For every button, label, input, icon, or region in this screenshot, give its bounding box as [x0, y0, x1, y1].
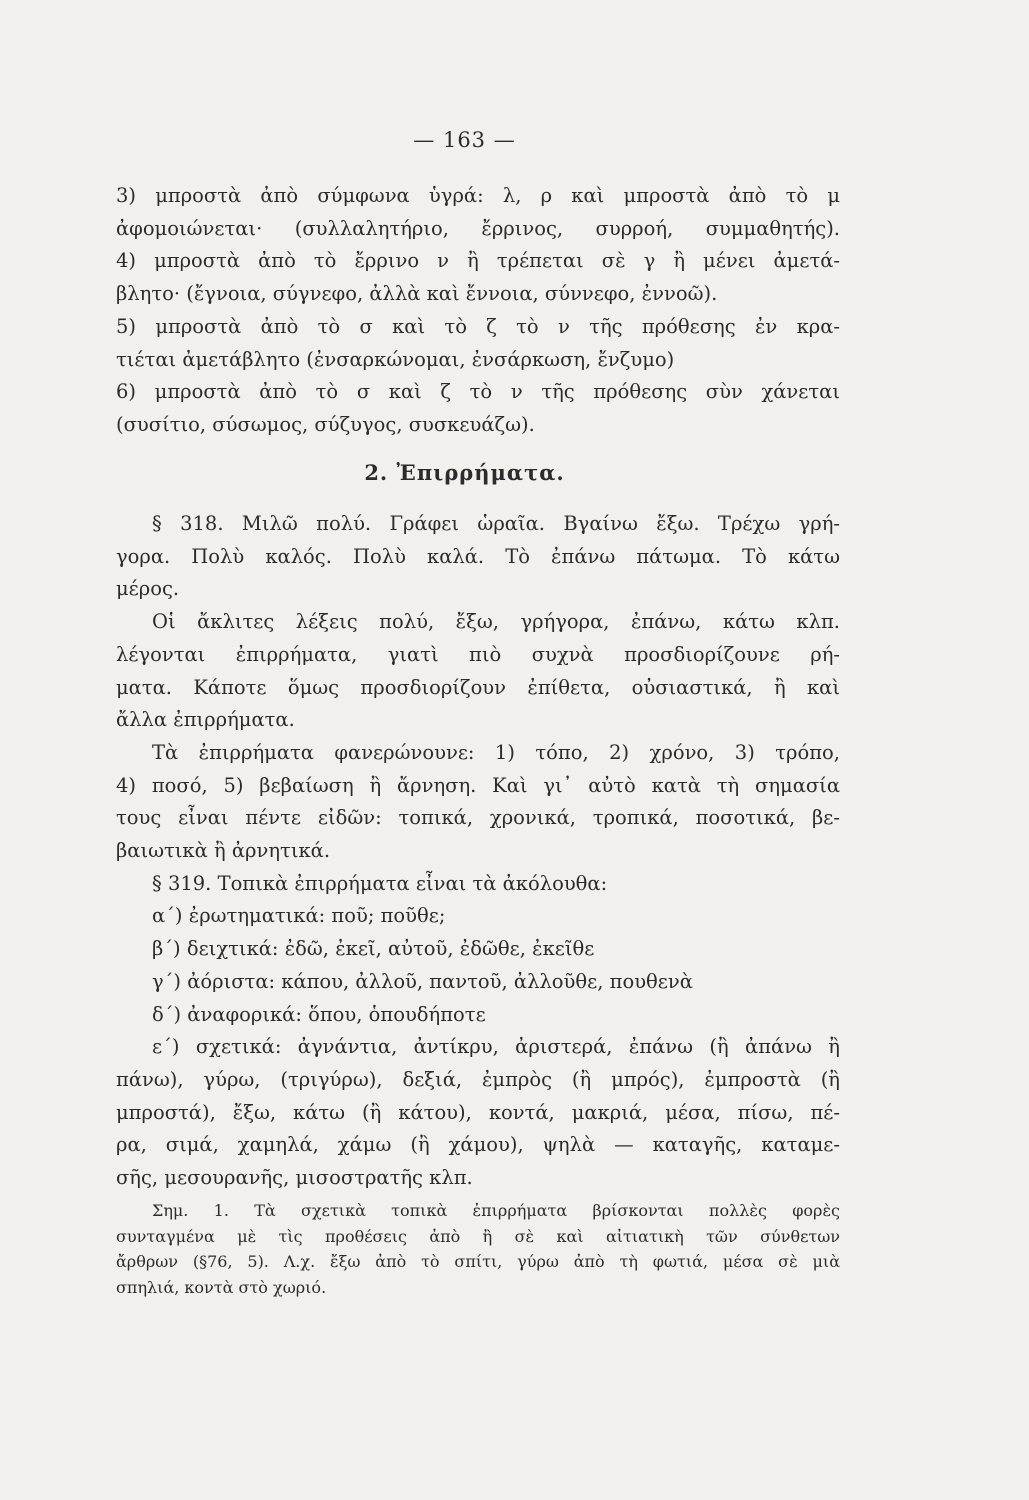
page-number: — 163 —	[413, 128, 516, 152]
note-line: συνταγμένα μὲ τὶς προθέσεις ἀπὸ ἢ σὲ καὶ αἰτιατικὴ τῶν σύνθετων	[116, 1226, 840, 1246]
text-line: ἄλλα ἐπιρρήματα.	[116, 708, 295, 732]
list-item: δ΄) ἀναφορικά: ὅπου, ὁπουδήποτε	[152, 1002, 486, 1026]
text-line: τους εἶναι πέντε εἰδῶν: τοπικά, χρονικά, τροπικά, ποσοτικά, βε-	[116, 806, 840, 830]
text-line: ματα. Κάποτε ὅμως προσδιορίζουν ἐπίθετα, οὐσιαστικά, ἢ καὶ	[116, 675, 840, 699]
text-line: 6) μπροστὰ ἀπὸ τὸ σ καὶ ζ τὸ ν τῆς πρόθεσης σὺν χάνεται	[116, 380, 840, 404]
list-item: α΄) ἐρωτηματικά: ποῦ; ποῦθε;	[152, 904, 446, 928]
footnote	[116, 1198, 840, 1300]
text-line: μέρος.	[116, 577, 180, 601]
text-line: σῆς, μεσουρανῆς, μισοστρατῆς κλπ.	[116, 1166, 473, 1190]
note-line: σπηλιά, κοντὰ στὸ χωριό.	[116, 1277, 327, 1297]
list-item: β΄) δειχτικά: ἐδῶ, ἐκεῖ, αὐτοῦ, ἐδῶθε, ἐκεῖθε	[152, 937, 595, 961]
text-line: 4) ποσό, 5) βεβαίωση ἢ ἄρνηση. Καὶ γι᾿ αὐτὸ κατὰ τὴ σημασία	[116, 773, 840, 797]
text-line: πάνω), γύρω, (τριγύρω), δεξιά, ἐμπρὸς (ἢ μπρός), ἐμπροστὰ (ἢ	[116, 1067, 840, 1091]
text-line: (συσίτιο, σύσωμος, σύζυγος, συσκευάζω).	[116, 412, 535, 436]
note-line: ἄρθρων (§76, 5). Λ.χ. ἔξω ἀπὸ τὸ σπίτι, γύρω ἀπὸ τὴ φωτιά, μέσα σὲ μιὰ	[116, 1252, 840, 1271]
text-line: μπροστά), ἔξω, κάτω (ἢ κάτου), κοντά, μακριά, μέσα, πίσω, πέ-	[116, 1100, 840, 1124]
text-line: λέγονται ἐπιρρήματα, γιατὶ πιὸ συχνὰ προσδιορίζουνε ρή-	[116, 642, 840, 666]
text-line: 3) μπροστὰ ἀπὸ σύμφωνα ὑγρά: λ, ρ καὶ μπροστὰ ἀπὸ τὸ μ	[116, 184, 840, 207]
text-line: γορα. Πολὺ καλός. Πολὺ καλά. Τὸ ἐπάνω πάτωμα. Τὸ κάτω	[116, 544, 840, 568]
section-prepositions	[116, 180, 840, 442]
text-line: βλητο· (ἔγνοια, σύγνεφο, ἀλλὰ καὶ ἔννοια, σύννεφο, ἐννοῶ).	[116, 282, 718, 306]
list-item: ε΄) σχετικά: ἀγνάντια, ἀντίκρυ, ἀριστερά, ἐπάνω (ἢ ἀπάνω ἢ	[152, 1035, 840, 1059]
section-adverbs	[116, 508, 840, 1195]
list-item: γ΄) ἀόριστα: κάπου, ἀλλοῦ, παντοῦ, ἀλλοῦθε, πουθενὰ	[152, 969, 693, 993]
text-line: § 318. Μιλῶ πολύ. Γράφει ὡραῖα. Βγαίνω ἔξω. Τρέχω γρή-	[152, 512, 840, 535]
text-line: Οἱ ἄκλιτες λέξεις πολύ, ἔξω, γρήγορα, ἐπάνω, κάτω κλπ.	[152, 610, 840, 634]
note-line: Σημ. 1. Τὰ σχετικὰ τοπικὰ ἐπιρρήματα βρίσκονται πολλὲς φορὲς	[152, 1201, 840, 1220]
text-line: ρα, σιμά, χαμηλά, χάμω (ἢ χάμου), ψηλὰ — καταγῆς, καταμε-	[116, 1133, 840, 1157]
section-heading: 2. Ἐπιρρήματα.	[364, 460, 565, 485]
text-line: 4) μπροστὰ ἀπὸ τὸ ἔρρινο ν ἢ τρέπεται σὲ γ ἢ μένει ἀμετά-	[116, 249, 840, 273]
text-line: Τὰ ἐπιρρήματα φανερώνουνε: 1) τόπο, 2) χρόνο, 3) τρόπο,	[152, 740, 840, 764]
text-line: τιέται ἀμετάβλητο (ἐνσαρκώνομαι, ἐνσάρκωση, ἔνζυμο)	[116, 347, 675, 371]
text-line: § 319. Τοπικὰ ἐπιρρήματα εἶναι τὰ ἀκόλουθα:	[152, 871, 608, 895]
text-line: βαιωτικὰ ἢ ἀρνητικά.	[116, 839, 331, 863]
text-line: 5) μπροστὰ ἀπὸ τὸ σ καὶ τὸ ζ τὸ ν τῆς πρόθεσης ἐν κρα-	[116, 314, 840, 338]
text-line: ἀφομοιώνεται· (συλλαλητήριο, ἔρρινος, συρροή, συμμαθητής).	[116, 216, 840, 240]
